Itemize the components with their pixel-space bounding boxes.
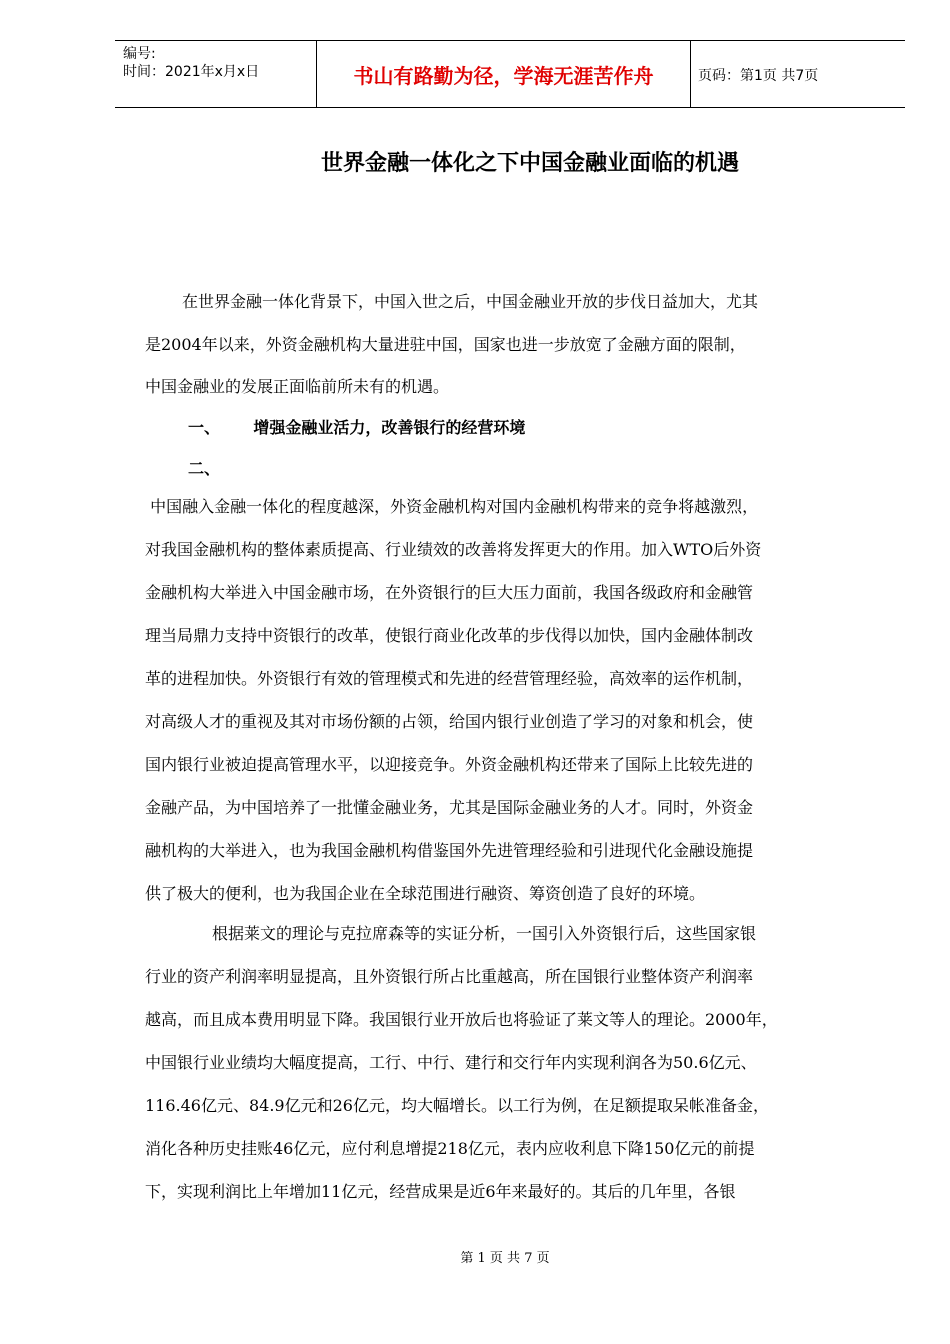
header-page-info: 页码：第1页 共7页 [698, 68, 819, 84]
paragraph-line: 金融产品，为中国培养了一批懂金融业务，尤其是国际金融业务的人才。同时，外资金 [145, 798, 754, 817]
paragraph-line: 金融机构大举进入中国金融市场，在外资银行的巨大压力面前，我国各级政府和金融管 [145, 583, 754, 602]
paragraph-line: 中国银行业业绩均大幅度提高，工行、中行、建行和交行年内实现利润各为50.6亿元、 [145, 1053, 757, 1072]
paragraph-line: 116.46亿元、84.9亿元和26亿元，均大幅增长。以工行为例，在足额提取呆帐准备金， [145, 1096, 769, 1115]
paragraph-line: 越高，而且成本费用明显下降。我国银行业开放后也将验证了莱文等人的理论。2000年， [145, 1010, 778, 1029]
header-motto: 书山有路勤为径，学海无涯苦作舟 [353, 63, 654, 88]
paragraph-line: 行业的资产利润率明显提高，且外资银行所占比重越高，所在国银行业整体资产利润率 [145, 967, 754, 986]
paragraph-line: 根据莱文的理论与克拉席森等的实证分析，一国引入外资银行后，这些国家银 [212, 924, 757, 943]
section-heading: 二、 [188, 459, 221, 478]
paragraph-line: 革的进程加快。外资银行有效的管理模式和先进的经营管理经验，高效率的运作机制， [145, 669, 754, 688]
paragraph-line: 国内银行业被迫提高管理水平，以迎接竞争。外资金融机构还带来了国际上比较先进的 [145, 755, 754, 774]
paragraph-line: 融机构的大举进入，也为我国金融机构借鉴国外先进管理经验和引进现代化金融设施提 [145, 841, 754, 860]
paragraph-line: 中国金融业的发展正面临前所未有的机遇。 [145, 377, 450, 396]
header-divider [690, 41, 691, 107]
paragraph-line: 在世界金融一体化背景下，中国入世之后，中国金融业开放的步伐日益加大，尤其 [182, 292, 759, 311]
paragraph-line: 理当局鼎力支持中资银行的改革，使银行商业化改革的步伐得以加快，国内金融体制改 [145, 626, 754, 645]
paragraph-line: 供了极大的便利，也为我国企业在全球范围进行融资、筹资创造了良好的环境。 [145, 884, 706, 903]
document-title: 世界金融一体化之下中国金融业面临的机遇 [320, 151, 739, 176]
number-label: 编号: [123, 46, 156, 62]
section-heading: 一、 增强金融业活力，改善银行的经营环境 [188, 418, 526, 437]
paragraph-line: 对我国金融机构的整体素质提高、行业绩效的改善将发挥更大的作用。加入WTO后外资 [145, 540, 762, 559]
page-header [115, 40, 905, 108]
time-label: 时间：2021年x月x日 [123, 64, 260, 80]
page-footer: 第 1 页 共 7 页 [460, 1251, 550, 1266]
paragraph-line: 中国融入金融一体化的程度越深，外资金融机构对国内金融机构带来的竞争将越激烈， [145, 497, 759, 516]
paragraph-line: 是2004年以来，外资金融机构大量进驻中国，国家也进一步放宽了金融方面的限制， [145, 335, 746, 354]
header-meta [123, 45, 313, 81]
paragraph-line: 消化各种历史挂账46亿元，应付利息增提218亿元，表内应收利息下降150亿元的前提 [145, 1139, 755, 1158]
paragraph-line: 对高级人才的重视及其对市场份额的占领，给国内银行业创造了学习的对象和机会，使 [145, 712, 754, 731]
paragraph-line: 下，实现利润比上年增加11亿元，经营成果是近6年来最好的。其后的几年里，各银 [145, 1182, 736, 1201]
